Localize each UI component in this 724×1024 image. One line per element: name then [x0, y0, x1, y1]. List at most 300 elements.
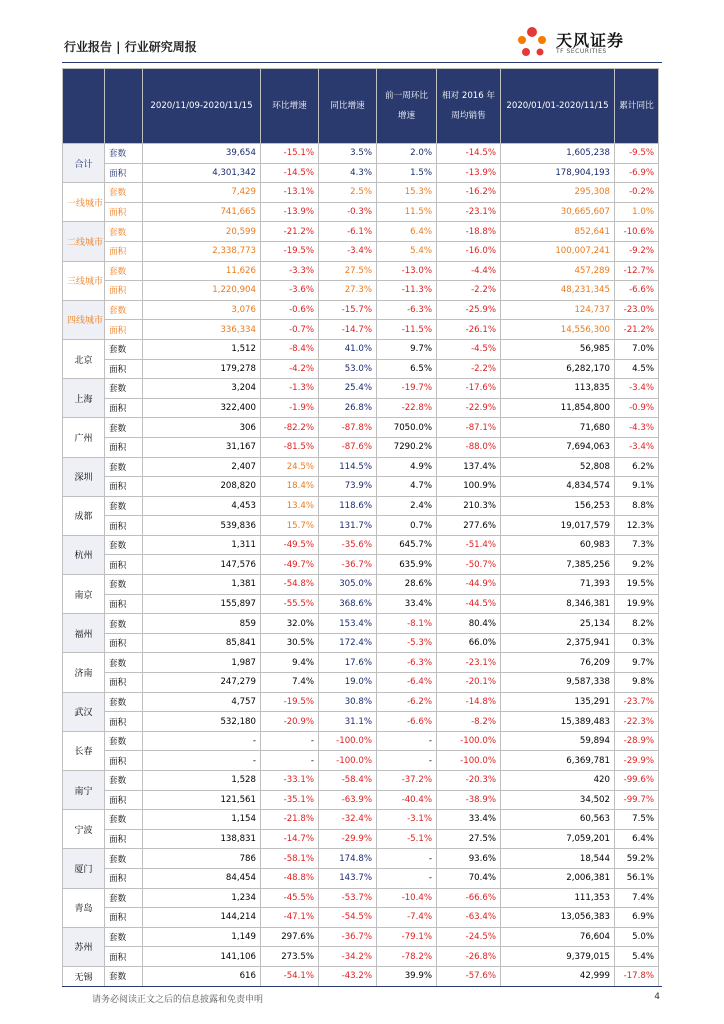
- table-cell: 56.1%: [615, 868, 659, 888]
- table-cell: -54.8%: [261, 575, 319, 595]
- table-row: [63, 457, 659, 477]
- table-cell: -26.1%: [437, 320, 501, 340]
- table-cell: 7.4%: [615, 888, 659, 908]
- table-cell: -37.2%: [377, 771, 437, 791]
- table-cell: -82.2%: [261, 418, 319, 438]
- table-cell: -6.2%: [377, 692, 437, 712]
- city-label: 北京: [63, 339, 105, 378]
- table-cell: -4.4%: [437, 261, 501, 281]
- table-cell: 143.7%: [319, 868, 377, 888]
- table-cell: 4,834,574: [501, 477, 615, 497]
- table-cell: 179,278: [143, 359, 261, 379]
- table-cell: 457,289: [501, 261, 615, 281]
- table-cell: -14.7%: [319, 320, 377, 340]
- table-cell: 174.8%: [319, 849, 377, 869]
- table-row: [63, 300, 659, 320]
- column-header: 累计同比: [615, 69, 659, 144]
- table-cell: 15,389,483: [501, 712, 615, 732]
- city-label: 福州: [63, 614, 105, 653]
- table-cell: 306: [143, 418, 261, 438]
- table-cell: 532,180: [143, 712, 261, 732]
- table-cell: -47.1%: [261, 908, 319, 928]
- table-cell: -6.6%: [615, 281, 659, 301]
- table-cell: -19.5%: [261, 241, 319, 261]
- table-cell: 137.4%: [437, 457, 501, 477]
- sales-table: [62, 68, 659, 987]
- table-cell: -18.8%: [437, 222, 501, 242]
- table-cell: 1,512: [143, 339, 261, 359]
- table-cell: 24.5%: [261, 457, 319, 477]
- table-cell: 7.0%: [615, 339, 659, 359]
- metric-label: 面积: [105, 398, 143, 418]
- table-cell: -8.4%: [261, 339, 319, 359]
- metric-label: 套数: [105, 457, 143, 477]
- metric-label: 套数: [105, 966, 143, 986]
- table-cell: 30.8%: [319, 692, 377, 712]
- table-body: [63, 144, 659, 987]
- table-cell: 9,379,015: [501, 947, 615, 967]
- table-cell: -20.1%: [437, 673, 501, 693]
- column-header: 前一周环比增速: [377, 69, 437, 144]
- city-label: 广州: [63, 418, 105, 457]
- table-row: [63, 183, 659, 203]
- table-cell: 93.6%: [437, 849, 501, 869]
- table-cell: -6.4%: [377, 673, 437, 693]
- metric-label: 面积: [105, 712, 143, 732]
- table-cell: 2,338,773: [143, 241, 261, 261]
- table-cell: 6,369,781: [501, 751, 615, 771]
- table-cell: -44.5%: [437, 594, 501, 614]
- table-row: [63, 731, 659, 751]
- table-cell: 118.6%: [319, 496, 377, 516]
- table-cell: 85,841: [143, 633, 261, 653]
- table-cell: -54.5%: [319, 908, 377, 928]
- table-cell: -0.6%: [261, 300, 319, 320]
- table-cell: 1,154: [143, 810, 261, 830]
- table-cell: 859: [143, 614, 261, 634]
- table-cell: -22.8%: [377, 398, 437, 418]
- metric-label: 套数: [105, 379, 143, 399]
- table-cell: -4.2%: [261, 359, 319, 379]
- table-cell: -0.2%: [615, 183, 659, 203]
- table-cell: 131.7%: [319, 516, 377, 536]
- table-row: [63, 241, 659, 261]
- table-cell: 0.3%: [615, 633, 659, 653]
- metric-label: 面积: [105, 673, 143, 693]
- table-cell: 6.9%: [615, 908, 659, 928]
- city-label: 四线城市: [63, 300, 105, 339]
- metric-label: 面积: [105, 281, 143, 301]
- table-cell: 13,056,383: [501, 908, 615, 928]
- table-cell: -: [377, 731, 437, 751]
- table-row: [63, 868, 659, 888]
- table-cell: -19.7%: [377, 379, 437, 399]
- table-cell: 295,308: [501, 183, 615, 203]
- metric-label: 套数: [105, 692, 143, 712]
- table-cell: -6.1%: [319, 222, 377, 242]
- table-row: [63, 477, 659, 497]
- table-cell: -48.8%: [261, 868, 319, 888]
- table-cell: -3.4%: [615, 379, 659, 399]
- table-cell: -49.7%: [261, 555, 319, 575]
- table-cell: -16.0%: [437, 241, 501, 261]
- table-cell: -53.7%: [319, 888, 377, 908]
- table-cell: 1,381: [143, 575, 261, 595]
- table-cell: -14.8%: [437, 692, 501, 712]
- table-cell: 34,502: [501, 790, 615, 810]
- table-cell: 153.4%: [319, 614, 377, 634]
- table-cell: -8.1%: [377, 614, 437, 634]
- table-cell: 8.2%: [615, 614, 659, 634]
- table-cell: -6.9%: [615, 163, 659, 183]
- table-cell: -35.6%: [319, 535, 377, 555]
- table-cell: 11.5%: [377, 202, 437, 222]
- table-cell: 6.4%: [377, 222, 437, 242]
- table-cell: 33.4%: [377, 594, 437, 614]
- table-cell: -: [261, 731, 319, 751]
- city-label: 厦门: [63, 849, 105, 888]
- table-cell: -21.2%: [615, 320, 659, 340]
- table-cell: 76,604: [501, 927, 615, 947]
- table-cell: -87.8%: [319, 418, 377, 438]
- table-cell: -43.2%: [319, 966, 377, 986]
- table-cell: 5.0%: [615, 927, 659, 947]
- table-cell: -17.6%: [437, 379, 501, 399]
- table-cell: -23.0%: [615, 300, 659, 320]
- metric-label: 套数: [105, 261, 143, 281]
- table-cell: -22.3%: [615, 712, 659, 732]
- table-cell: -15.1%: [261, 144, 319, 164]
- city-label: 三线城市: [63, 261, 105, 300]
- table-cell: -3.4%: [615, 437, 659, 457]
- metric-label: 套数: [105, 614, 143, 634]
- table-cell: -34.2%: [319, 947, 377, 967]
- table-cell: -88.0%: [437, 437, 501, 457]
- metric-label: 面积: [105, 868, 143, 888]
- table-cell: -13.9%: [261, 202, 319, 222]
- table-cell: 13.4%: [261, 496, 319, 516]
- metric-label: 套数: [105, 300, 143, 320]
- table-cell: 20,599: [143, 222, 261, 242]
- table-cell: 15.7%: [261, 516, 319, 536]
- table-cell: 172.4%: [319, 633, 377, 653]
- table-cell: -3.3%: [261, 261, 319, 281]
- table-cell: 39,654: [143, 144, 261, 164]
- city-label: 南京: [63, 575, 105, 614]
- table-row: [63, 418, 659, 438]
- table-cell: 2,375,941: [501, 633, 615, 653]
- table-cell: -26.8%: [437, 947, 501, 967]
- table-cell: 31.1%: [319, 712, 377, 732]
- column-header: 环比增速: [261, 69, 319, 144]
- table-cell: -4.5%: [437, 339, 501, 359]
- table-row: [63, 966, 659, 986]
- table-cell: 420: [501, 771, 615, 791]
- metric-label: 面积: [105, 202, 143, 222]
- table-cell: -: [261, 751, 319, 771]
- city-label: 深圳: [63, 457, 105, 496]
- table-cell: 80.4%: [437, 614, 501, 634]
- table-cell: 114.5%: [319, 457, 377, 477]
- table-cell: 66.0%: [437, 633, 501, 653]
- table-cell: 9.7%: [377, 339, 437, 359]
- table-cell: 1,311: [143, 535, 261, 555]
- table-cell: 7.5%: [615, 810, 659, 830]
- table-cell: -44.9%: [437, 575, 501, 595]
- table-cell: 84,454: [143, 868, 261, 888]
- table-row: [63, 771, 659, 791]
- table-row: [63, 144, 659, 164]
- table-cell: -87.6%: [319, 437, 377, 457]
- table-cell: 121,561: [143, 790, 261, 810]
- table-cell: 6.2%: [615, 457, 659, 477]
- table-cell: 25.4%: [319, 379, 377, 399]
- metric-label: 面积: [105, 594, 143, 614]
- table-cell: -32.4%: [319, 810, 377, 830]
- table-cell: 4.7%: [377, 477, 437, 497]
- table-cell: -35.1%: [261, 790, 319, 810]
- table-cell: 56,985: [501, 339, 615, 359]
- table-cell: -66.6%: [437, 888, 501, 908]
- table-cell: 1,987: [143, 653, 261, 673]
- table-cell: -10.6%: [615, 222, 659, 242]
- logo-name: 天风证券: [556, 31, 625, 50]
- metric-label: 面积: [105, 437, 143, 457]
- table-cell: -11.3%: [377, 281, 437, 301]
- table-row: [63, 359, 659, 379]
- metric-label: 面积: [105, 790, 143, 810]
- table-cell: -87.1%: [437, 418, 501, 438]
- table-row: [63, 535, 659, 555]
- table-cell: -23.7%: [615, 692, 659, 712]
- table-row: [63, 653, 659, 673]
- table-row: [63, 379, 659, 399]
- table-cell: -11.5%: [377, 320, 437, 340]
- table-cell: -2.2%: [437, 281, 501, 301]
- metric-label: 面积: [105, 477, 143, 497]
- table-cell: 19.0%: [319, 673, 377, 693]
- city-label: 南宁: [63, 771, 105, 810]
- table-cell: -51.4%: [437, 535, 501, 555]
- table-cell: -3.6%: [261, 281, 319, 301]
- metric-label: 套数: [105, 771, 143, 791]
- table-cell: 4,453: [143, 496, 261, 516]
- city-label: 一线城市: [63, 183, 105, 222]
- column-header: [105, 69, 143, 144]
- table-row: [63, 849, 659, 869]
- column-header: 相对 2016 年周均销售: [437, 69, 501, 144]
- table-row: [63, 594, 659, 614]
- tf-logo-icon: [512, 24, 552, 60]
- table-cell: 7290.2%: [377, 437, 437, 457]
- table-cell: -40.4%: [377, 790, 437, 810]
- table-cell: -4.3%: [615, 418, 659, 438]
- table-cell: 42,999: [501, 966, 615, 986]
- table-cell: -57.6%: [437, 966, 501, 986]
- table-cell: 135,291: [501, 692, 615, 712]
- table-cell: 305.0%: [319, 575, 377, 595]
- table-header-row: [63, 69, 659, 144]
- table-cell: -13.9%: [437, 163, 501, 183]
- table-cell: 1,605,238: [501, 144, 615, 164]
- table-row: [63, 810, 659, 830]
- metric-label: 面积: [105, 320, 143, 340]
- table-cell: 5.4%: [377, 241, 437, 261]
- table-cell: 616: [143, 966, 261, 986]
- city-label: 合计: [63, 144, 105, 183]
- table-cell: 2.5%: [319, 183, 377, 203]
- table-cell: 59,894: [501, 731, 615, 751]
- table-cell: 7,059,201: [501, 829, 615, 849]
- table-cell: 7,385,256: [501, 555, 615, 575]
- table-cell: -6.3%: [377, 653, 437, 673]
- table-row: [63, 437, 659, 457]
- table-cell: 53.0%: [319, 359, 377, 379]
- table-cell: -58.1%: [261, 849, 319, 869]
- table-cell: 4.5%: [615, 359, 659, 379]
- table-cell: 210.3%: [437, 496, 501, 516]
- table-cell: 60,563: [501, 810, 615, 830]
- table-row: [63, 202, 659, 222]
- table-cell: 100,007,241: [501, 241, 615, 261]
- table-row: [63, 790, 659, 810]
- table-row: [63, 163, 659, 183]
- table-cell: -14.5%: [261, 163, 319, 183]
- table-cell: -6.6%: [377, 712, 437, 732]
- table-cell: 73.9%: [319, 477, 377, 497]
- table-row: [63, 829, 659, 849]
- table-cell: 9.1%: [615, 477, 659, 497]
- table-cell: -50.7%: [437, 555, 501, 575]
- table-row: [63, 398, 659, 418]
- table-cell: -29.9%: [615, 751, 659, 771]
- table-cell: 1,149: [143, 927, 261, 947]
- table-cell: 8.8%: [615, 496, 659, 516]
- table-cell: 27.5%: [437, 829, 501, 849]
- table-cell: 6.5%: [377, 359, 437, 379]
- report-header: 行业报告 | 行业研究周报: [64, 40, 197, 54]
- table-cell: -58.4%: [319, 771, 377, 791]
- column-header: 2020/01/01-2020/11/15: [501, 69, 615, 144]
- table-cell: -: [143, 731, 261, 751]
- metric-label: 套数: [105, 144, 143, 164]
- table-cell: 3,204: [143, 379, 261, 399]
- metric-label: 套数: [105, 575, 143, 595]
- table-row: [63, 908, 659, 928]
- table-cell: 30,665,607: [501, 202, 615, 222]
- table-cell: -24.5%: [437, 927, 501, 947]
- table-cell: -14.7%: [261, 829, 319, 849]
- table-cell: -25.9%: [437, 300, 501, 320]
- table-cell: 144,214: [143, 908, 261, 928]
- metric-label: 面积: [105, 359, 143, 379]
- metric-label: 面积: [105, 163, 143, 183]
- table-cell: 113,835: [501, 379, 615, 399]
- table-cell: -54.1%: [261, 966, 319, 986]
- table-row: [63, 751, 659, 771]
- table-cell: 7.3%: [615, 535, 659, 555]
- table-cell: 0.7%: [377, 516, 437, 536]
- table-row: [63, 496, 659, 516]
- table-cell: -63.9%: [319, 790, 377, 810]
- table-cell: -78.2%: [377, 947, 437, 967]
- table-row: [63, 947, 659, 967]
- table-cell: -100.0%: [319, 751, 377, 771]
- table-cell: 368.6%: [319, 594, 377, 614]
- table-cell: 147,576: [143, 555, 261, 575]
- table-cell: 336,334: [143, 320, 261, 340]
- table-row: [63, 927, 659, 947]
- table-cell: 2.4%: [377, 496, 437, 516]
- city-label: 济南: [63, 653, 105, 692]
- table-cell: -: [377, 868, 437, 888]
- table-cell: 322,400: [143, 398, 261, 418]
- city-label: 上海: [63, 379, 105, 418]
- city-label: 青岛: [63, 888, 105, 927]
- table-row: [63, 575, 659, 595]
- metric-label: 套数: [105, 731, 143, 751]
- table-cell: -15.7%: [319, 300, 377, 320]
- table-cell: 31,167: [143, 437, 261, 457]
- table-cell: -14.5%: [437, 144, 501, 164]
- metric-label: 套数: [105, 418, 143, 438]
- table-cell: -99.6%: [615, 771, 659, 791]
- table-cell: 3.5%: [319, 144, 377, 164]
- table-cell: 27.3%: [319, 281, 377, 301]
- logo-sub: TF SECURITIES: [556, 48, 607, 55]
- table-cell: 4,757: [143, 692, 261, 712]
- table-cell: 17.6%: [319, 653, 377, 673]
- table-cell: 25,134: [501, 614, 615, 634]
- table-cell: 156,253: [501, 496, 615, 516]
- metric-label: 面积: [105, 633, 143, 653]
- table-row: [63, 516, 659, 536]
- table-row: [63, 339, 659, 359]
- table-cell: -1.3%: [261, 379, 319, 399]
- table-cell: 71,393: [501, 575, 615, 595]
- table-cell: 32.0%: [261, 614, 319, 634]
- table-row: [63, 614, 659, 634]
- table-cell: -33.1%: [261, 771, 319, 791]
- table-cell: 59.2%: [615, 849, 659, 869]
- table-cell: 11,854,800: [501, 398, 615, 418]
- table-cell: 60,983: [501, 535, 615, 555]
- table-cell: 1,220,904: [143, 281, 261, 301]
- table-cell: -23.1%: [437, 653, 501, 673]
- table-cell: 124,737: [501, 300, 615, 320]
- table-cell: 208,820: [143, 477, 261, 497]
- table-cell: 645.7%: [377, 535, 437, 555]
- table-cell: -55.5%: [261, 594, 319, 614]
- table-cell: -5.1%: [377, 829, 437, 849]
- table-cell: 273.5%: [261, 947, 319, 967]
- metric-label: 套数: [105, 849, 143, 869]
- table-cell: 4,301,342: [143, 163, 261, 183]
- metric-label: 面积: [105, 947, 143, 967]
- table-row: [63, 555, 659, 575]
- metric-label: 套数: [105, 183, 143, 203]
- city-label: 苏州: [63, 927, 105, 966]
- table-row: [63, 222, 659, 242]
- metric-label: 面积: [105, 241, 143, 261]
- table-cell: -21.2%: [261, 222, 319, 242]
- table-cell: -22.9%: [437, 398, 501, 418]
- table-row: [63, 673, 659, 693]
- table-cell: 8,346,381: [501, 594, 615, 614]
- table-cell: 14,556,300: [501, 320, 615, 340]
- table-cell: -7.4%: [377, 908, 437, 928]
- column-header: 同比增速: [319, 69, 377, 144]
